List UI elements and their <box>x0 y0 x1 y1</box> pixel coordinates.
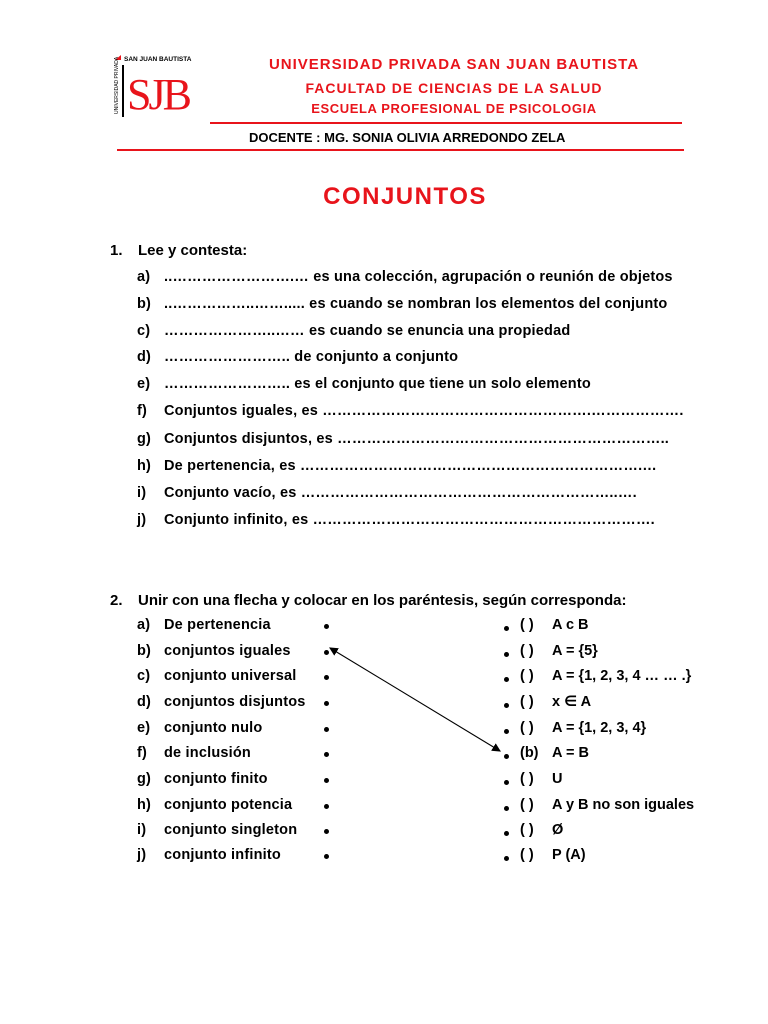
q1-item-text: …………………….. es el conjunto que tiene un solo elemento <box>164 376 591 392</box>
right-connector-dot[interactable] <box>504 729 509 734</box>
q1-item-letter: a) <box>137 269 151 285</box>
right-connector-dot[interactable] <box>504 754 509 759</box>
page-title: CONJUNTOS <box>323 183 487 210</box>
answer-parenthesis[interactable]: ( ) <box>520 797 534 813</box>
answer-parenthesis[interactable]: ( ) <box>520 694 534 710</box>
left-connector-dot[interactable] <box>324 675 329 680</box>
answer-parenthesis[interactable]: (b) <box>520 745 539 761</box>
q2-left-letter: j) <box>137 847 147 863</box>
q1-item-text: ..…………………….… es una colección, agrupación o reunión de objetos <box>164 269 673 285</box>
q1-item-text: …………………..…… es cuando se enuncia una propiedad <box>164 323 571 339</box>
logo-top-text: SAN JUAN BAUTISTA <box>124 56 192 63</box>
answer-parenthesis[interactable]: ( ) <box>520 847 534 863</box>
q2-left-text: conjunto singleton <box>164 822 298 838</box>
q2-left-text: conjunto finito <box>164 771 268 787</box>
logo-side-text: UNIVERSIDAD PRIVADA <box>114 56 120 114</box>
q2-right-text: U <box>552 771 563 787</box>
q1-item-text: De pertenencia, es …………………………………………………………….… <box>164 458 657 474</box>
answer-parenthesis[interactable]: ( ) <box>520 771 534 787</box>
q2-left-text: conjunto potencia <box>164 797 293 813</box>
q1-item-letter: c) <box>137 323 151 339</box>
left-connector-dot[interactable] <box>324 650 329 655</box>
right-connector-dot[interactable] <box>504 652 509 657</box>
q1-item-text: Conjuntos iguales, es ……………………………………………….………………. <box>164 403 684 419</box>
left-connector-dot[interactable] <box>324 804 329 809</box>
q1-item-letter: g) <box>137 431 152 447</box>
left-connector-dot[interactable] <box>324 778 329 783</box>
q2-right-text: A = {1, 2, 3, 4 … … .} <box>552 668 692 684</box>
question-1-number: 1. <box>110 242 123 259</box>
left-connector-dot[interactable] <box>324 854 329 859</box>
q2-right-text: A = {5} <box>552 643 598 659</box>
left-connector-dot[interactable] <box>324 624 329 629</box>
right-connector-dot[interactable] <box>504 626 509 631</box>
left-connector-dot[interactable] <box>324 829 329 834</box>
q1-item-letter: e) <box>137 376 151 392</box>
answer-parenthesis[interactable]: ( ) <box>520 720 534 736</box>
university-name: UNIVERSIDAD PRIVADA SAN JUAN BAUTISTA <box>268 56 640 73</box>
answer-parenthesis[interactable]: ( ) <box>520 668 534 684</box>
left-connector-dot[interactable] <box>324 727 329 732</box>
right-connector-dot[interactable] <box>504 780 509 785</box>
question-1-heading <box>110 242 247 259</box>
q2-left-text: conjunto nulo <box>164 720 263 736</box>
header-divider-bottom <box>117 149 684 151</box>
q2-left-text: de inclusión <box>164 745 251 761</box>
q1-item-letter: i) <box>137 485 147 501</box>
q2-left-text: De pertenencia <box>164 617 271 633</box>
question-2-heading <box>110 592 626 609</box>
q2-left-text: conjunto universal <box>164 668 297 684</box>
question-1-prompt: Lee y contesta: <box>138 242 248 259</box>
right-connector-dot[interactable] <box>504 856 509 861</box>
q2-left-letter: g) <box>137 771 152 787</box>
question-2-prompt: Unir con una flecha y colocar en los paréntesis, según corresponda: <box>138 592 627 609</box>
school-name: ESCUELA PROFESIONAL DE PSICOLOGIA <box>311 101 597 116</box>
q2-left-letter: h) <box>137 797 152 813</box>
q2-left-letter: a) <box>137 617 151 633</box>
q2-left-letter: d) <box>137 694 152 710</box>
q2-left-text: conjuntos iguales <box>164 643 291 659</box>
q1-item-text: Conjuntos disjuntos, es ………………………………………………………….. <box>164 431 670 447</box>
q1-item-letter: d) <box>137 349 152 365</box>
q1-item-letter: b) <box>137 296 152 312</box>
q2-left-letter: b) <box>137 643 152 659</box>
q2-left-letter: c) <box>137 668 151 684</box>
q2-left-text: conjunto infinito <box>164 847 281 863</box>
right-connector-dot[interactable] <box>504 806 509 811</box>
q1-item-text: Conjunto vacío, es ………………………………………………………..…. <box>164 485 637 501</box>
question-2-number: 2. <box>110 592 123 609</box>
q2-right-text: A c B <box>552 617 589 633</box>
q2-right-text: A = {1, 2, 3, 4} <box>552 720 647 736</box>
left-connector-dot[interactable] <box>324 701 329 706</box>
q1-item-letter: j) <box>137 512 147 528</box>
q2-left-letter: i) <box>137 822 147 838</box>
q1-item-text: …………………….. de conjunto a conjunto <box>164 349 459 365</box>
q1-item-text: ..……………..……..... es cuando se nombran los elementos del conjunto <box>164 296 668 312</box>
q2-left-letter: f) <box>137 745 148 761</box>
left-connector-dot[interactable] <box>324 752 329 757</box>
q2-right-text: P (A) <box>552 847 586 863</box>
header-divider-top <box>210 122 682 124</box>
q2-right-text: A y B no son iguales <box>552 797 695 813</box>
q2-right-text: A = B <box>552 745 589 761</box>
q1-item-letter: h) <box>137 458 152 474</box>
q1-item-text: Conjunto infinito, es ……………………………………………………………. <box>164 512 655 528</box>
answer-parenthesis[interactable]: ( ) <box>520 643 534 659</box>
answer-parenthesis[interactable]: ( ) <box>520 822 534 838</box>
q2-right-text: Ø <box>552 822 564 838</box>
q1-item-letter: f) <box>137 403 148 419</box>
right-connector-dot[interactable] <box>504 703 509 708</box>
faculty-name: FACULTAD DE CIENCIAS DE LA SALUD <box>305 80 603 96</box>
right-connector-dot[interactable] <box>504 677 509 682</box>
q2-left-text: conjuntos disjuntos <box>164 694 306 710</box>
logo-letters: SJB <box>127 70 189 119</box>
answer-parenthesis[interactable]: ( ) <box>520 617 534 633</box>
right-connector-dot[interactable] <box>504 831 509 836</box>
q2-left-letter: e) <box>137 720 151 736</box>
q2-right-text: x ∈ A <box>552 694 592 710</box>
teacher-name: DOCENTE : MG. SONIA OLIVIA ARREDONDO ZELA <box>249 130 566 145</box>
